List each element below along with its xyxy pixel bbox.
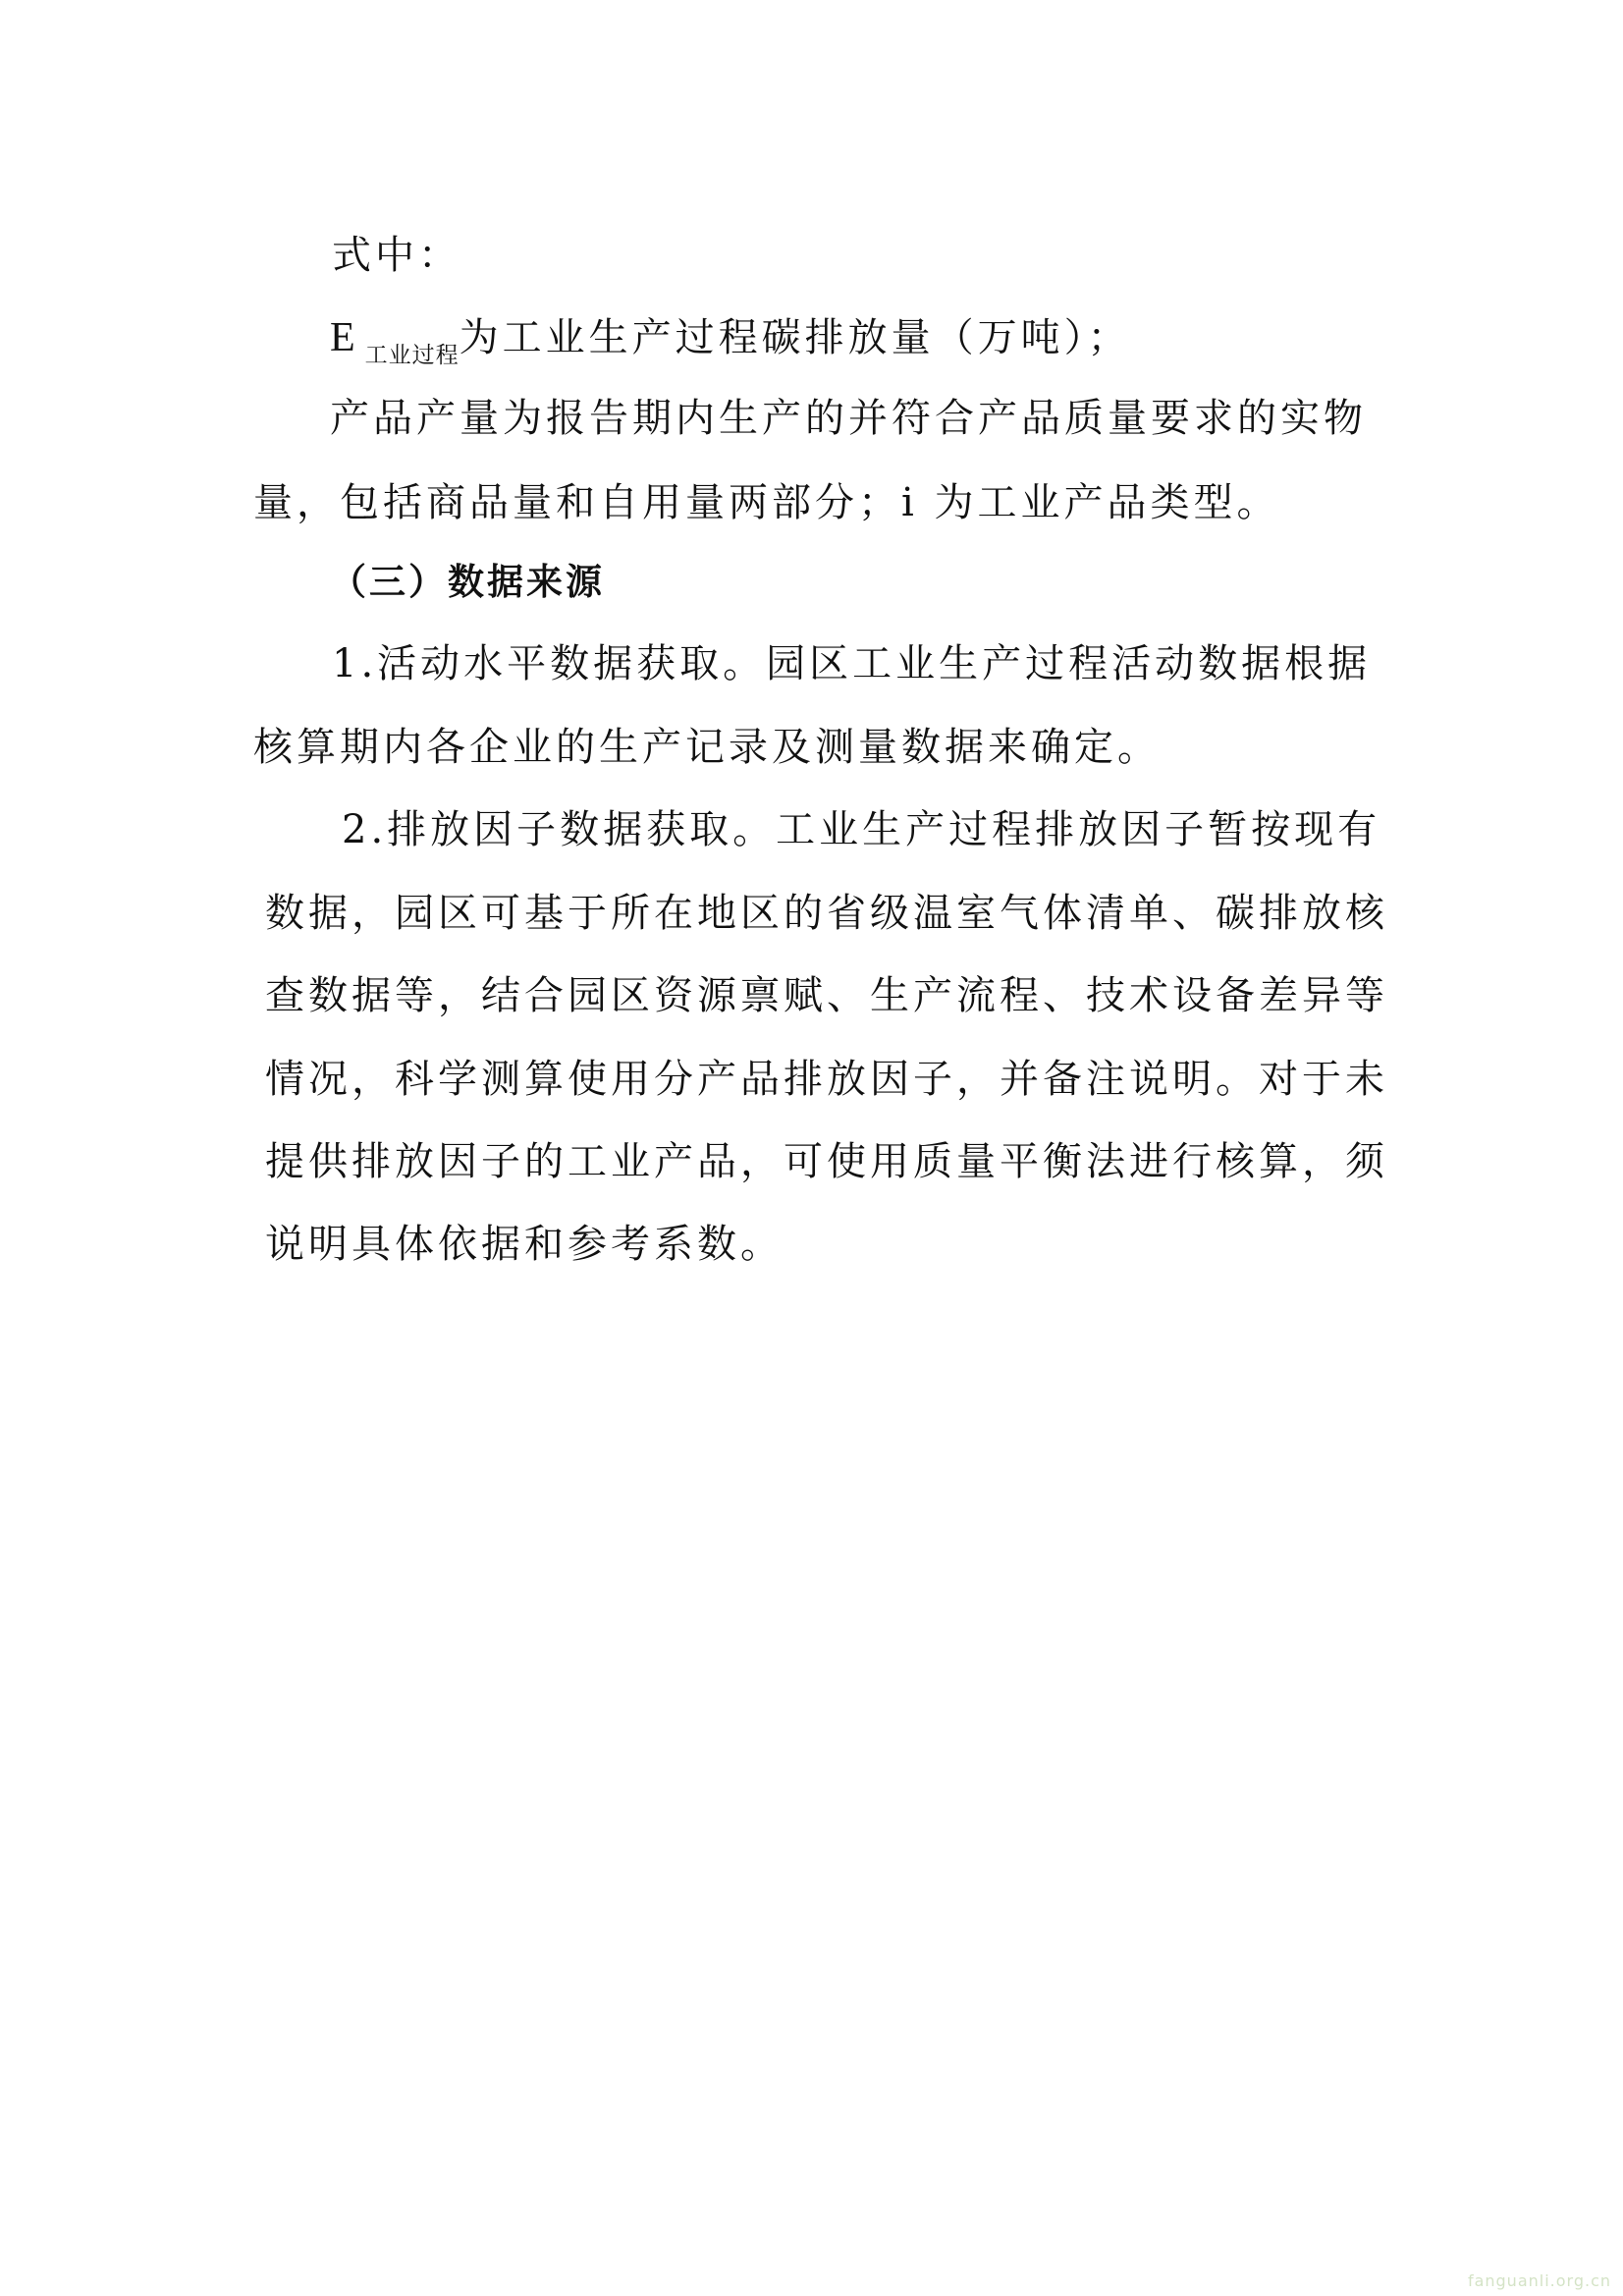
item-2-line-3: 查数据等，结合园区资源禀赋、生产流程、技术设备差异等: [265, 973, 1388, 1018]
item-1-line-1: 1.活动水平数据获取。园区工业生产过程活动数据根据: [332, 641, 1372, 686]
formula-intro: 式中：: [332, 233, 461, 278]
item-1-line-2: 核算期内各企业的生产记录及测量数据来确定。: [253, 725, 1161, 770]
formula-variable-symbol: E: [330, 315, 359, 360]
formula-variable-text: 为工业生产过程碳排放量（万吨）；: [459, 315, 1131, 360]
product-definition-line-2: 量，包括商品量和自用量两部分；i 为工业产品类型。: [253, 480, 1280, 525]
item-2-line-5: 提供排放因子的工业产品，可使用质量平衡法进行核算，须: [265, 1139, 1388, 1184]
item-2-line-4: 情况，科学测算使用分产品排放因子，并备注说明。对于未: [265, 1057, 1388, 1102]
item-2-line-2: 数据，园区可基于所在地区的省级温室气体清单、碳排放核: [265, 891, 1388, 936]
product-definition-line-1: 产品产量为报告期内生产的并符合产品质量要求的实物: [330, 396, 1367, 441]
formula-variable-subscript: 工业过程: [364, 343, 460, 368]
item-2-line-6: 说明具体依据和参考系数。: [265, 1222, 784, 1267]
item-2-line-1: 2.排放因子数据获取。工业生产过程排放因子暂按现有: [342, 807, 1381, 852]
section-heading: （三）数据来源: [330, 561, 605, 603]
formula-variable-definition: [330, 310, 1131, 383]
watermark-text: fanguanli.org.cn: [1467, 2271, 1611, 2290]
